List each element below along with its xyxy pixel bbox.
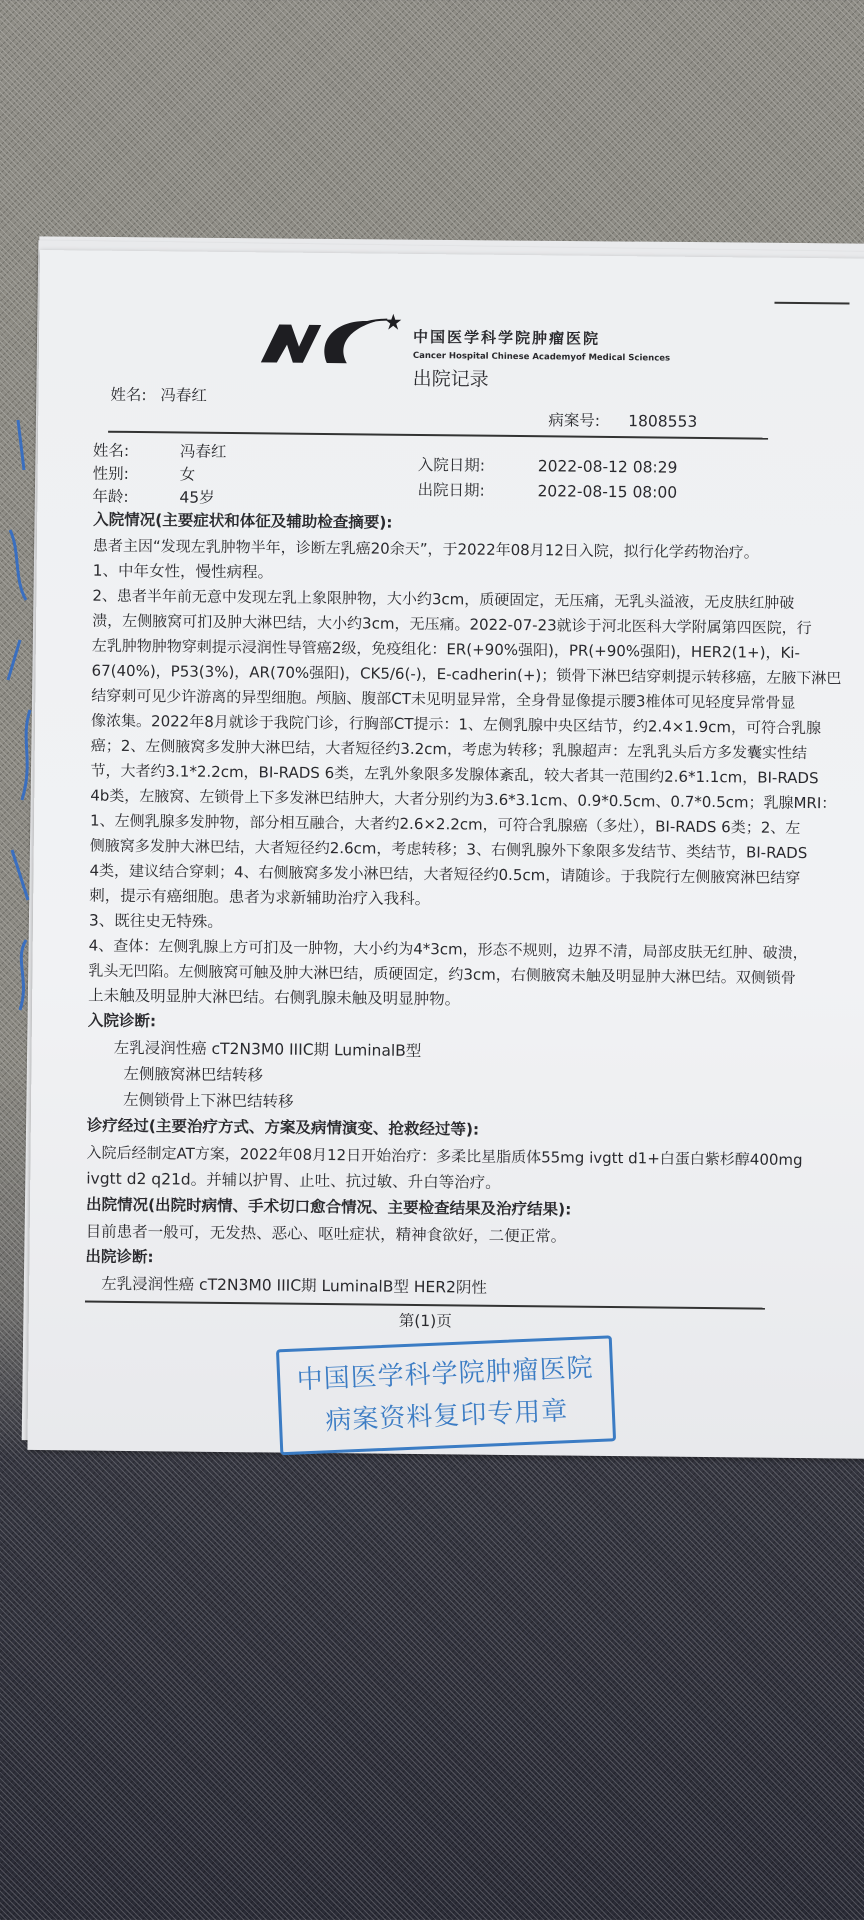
stamp-line-2: 病案资料复印专用章	[324, 1396, 569, 1437]
discharge-status-text: 目前患者一般可，无发热、恶心、呕吐症状，精神食欲好，二便正常。	[85, 1222, 567, 1246]
page-number: 第(1)页	[398, 1311, 452, 1331]
patient-sex: 女	[179, 465, 196, 484]
admission-line: 乳头无凹陷。左侧腋窝可触及肿大淋巴结，质硬固定，约3cm，右侧腋窝未触及明显肿大淋巴结。双侧锁骨	[88, 961, 796, 987]
header-name-label: 姓名:	[110, 385, 147, 405]
discharge-record-page	[27, 250, 864, 1459]
hospital-name-cn: 中国医学科学院肿瘤医院	[413, 327, 601, 348]
admission-heading: 入院情况(主要症状和体征及辅助检查摘要):	[93, 510, 393, 532]
handwriting-marks	[0, 380, 60, 1020]
admission-line: 4、查体：左侧乳腺上方可扪及一肿物，大小约为4*3cm，形态不规则，边界不清，局部皮肤无红肿、破溃，	[88, 936, 808, 963]
discharge-diagnosis-heading: 出院诊断:	[85, 1247, 154, 1267]
admission-line: 3、既往史无特殊。	[88, 911, 223, 931]
admit-diagnosis-heading: 入院诊断:	[87, 1011, 157, 1031]
admit-date: 2022-08-12 08:29	[537, 457, 678, 477]
admission-line: 溃，左侧腋窝可扪及肿大淋巴结，大小约3cm，无压痛。2022-07-23就诊于河北医科大学附属第四医院，行	[92, 611, 812, 638]
official-stamp	[276, 1335, 616, 1455]
admission-line: 左乳肿物肿物穿刺提示浸润性导管癌2级，免疫组化：ER(+90%强阳)，PR(+90%强阳)，HER2(1+)，Ki-	[91, 636, 801, 662]
discharge-diagnosis-text: 左乳浸润性癌 cT2N3M0 IIIC期 LuminalB型 HER2阴性	[101, 1274, 487, 1297]
treatment-heading: 诊疗经过(主要治疗方式、方案及病情演变、抢救经过等):	[86, 1116, 480, 1139]
admission-line: 1、中年女性，慢性病程。	[92, 561, 274, 582]
admission-line: 患者主因“发现左乳肿物半年，诊断左乳癌20余天”，于2022年08月12日入院，拟行化学药物治疗。	[92, 536, 759, 562]
admission-line: 2、患者半年前无意中发现左乳上象限肿物，大小约3cm，质硬固定，无压痛，无乳头溢液，无皮肤红肿破	[92, 586, 795, 612]
name-label: 姓名:	[92, 441, 130, 460]
discharge-date: 2022-08-15 08:00	[537, 482, 678, 502]
discharge-date-label: 出院日期:	[417, 480, 485, 500]
corner-mark	[774, 302, 849, 305]
admission-line: 节，大者约3.1*2.2cm，BI-RADS 6类，左乳外象限多发腺体紊乱，较大者其一范围约2.6*1.1cm，BI-RADS	[90, 761, 819, 788]
treatment-line: ivgtt d2 q21d。并辅以护胃、止吐、抗过敏、升白等治疗。	[86, 1169, 501, 1192]
admission-line: 像浓集。2022年8月就诊于我院门诊，行胸部CT提示：1、左侧乳腺中央区结节，约2.4×1.9cm，可符合乳腺	[90, 711, 822, 738]
record-number: 1808553	[628, 412, 698, 431]
admit-diagnosis-item: 左侧腋窝淋巴结转移	[123, 1064, 263, 1085]
admission-line: 67(40%)，P53(3%)，AR(70%强阳)，CK5/6(-)，E-cadherin(+)；锁骨下淋巴结穿刺提示转移癌，左腋下淋巴	[91, 661, 842, 688]
stamp-line-1: 中国医学科学院肿瘤医院	[296, 1353, 595, 1396]
age-label: 年龄:	[92, 487, 129, 506]
record-label: 病案号:	[548, 411, 601, 430]
admit-diagnosis-item: 左侧锁骨上下淋巴结转移	[123, 1090, 294, 1111]
header-name: 冯春红	[160, 386, 208, 405]
discharge-status-heading: 出院情况(出院时病情、手术切口愈合情况、主要检查结果及治疗结果):	[85, 1195, 572, 1219]
doc-title: 出院记录	[412, 367, 489, 391]
admission-line: 结穿刺可见少许游离的异型细胞。颅脑、腹部CT未见明显异常，全身骨显像提示腰3椎体可见轻度异常骨显	[91, 686, 796, 712]
admit-date-label: 入院日期:	[417, 455, 486, 475]
admission-line: 4b类，左腋窝、左锁骨上下多发淋巴结肿大，大者分别约为3.6*3.1cm、0.9*0.5cm、0.7*0.5cm；乳腺MRI：	[90, 786, 837, 813]
admission-line: 上未触及明显肿大淋巴结。右侧乳腺未触及明显肿物。	[88, 986, 461, 1009]
header-divider	[108, 431, 768, 440]
footer-divider	[85, 1301, 765, 1310]
patient-age: 45岁	[179, 488, 215, 507]
sex-label: 性别:	[92, 464, 129, 483]
hospital-name-en: Cancer Hospital Chinese Academyof Medical Sciences	[412, 350, 671, 364]
admission-line: 刺，提示有癌细胞。患者为求新辅助治疗入我科。	[89, 886, 431, 909]
admission-line: 癌；2、左侧腋窝多发肿大淋巴结，大者短径约3.2cm，考虑为转移；乳腺超声：左乳乳头后方多发囊实性结	[90, 736, 808, 763]
admission-line: 侧腋窝多发肿大淋巴结，大者短径约2.6cm，考虑转移；3、右侧乳腺外下象限多发结节、类结节，BI-RADS	[89, 836, 808, 863]
admission-line: 1、左侧乳腺多发肿物，部分相互融合，大者约2.6×2.2cm，可符合乳腺癌（多灶），BI-RADS 6类；2、左	[89, 811, 801, 837]
admission-line: 4类，建议结合穿刺；4、右侧腋窝多发小淋巴结，大者短径约0.5cm，请随诊。于我院行左侧腋窝淋巴结穿	[89, 861, 801, 887]
patient-name: 冯春红	[179, 442, 227, 461]
hospital-logo	[257, 310, 408, 372]
admit-diagnosis-item: 左乳浸润性癌 cT2N3M0 IIIC期 LuminalB型	[113, 1038, 422, 1061]
treatment-line: 入院后经制定AT方案，2022年08月12日开始治疗：多柔比星脂质体55mg ivgtt d1+白蛋白紫杉醇400mg	[86, 1143, 803, 1170]
